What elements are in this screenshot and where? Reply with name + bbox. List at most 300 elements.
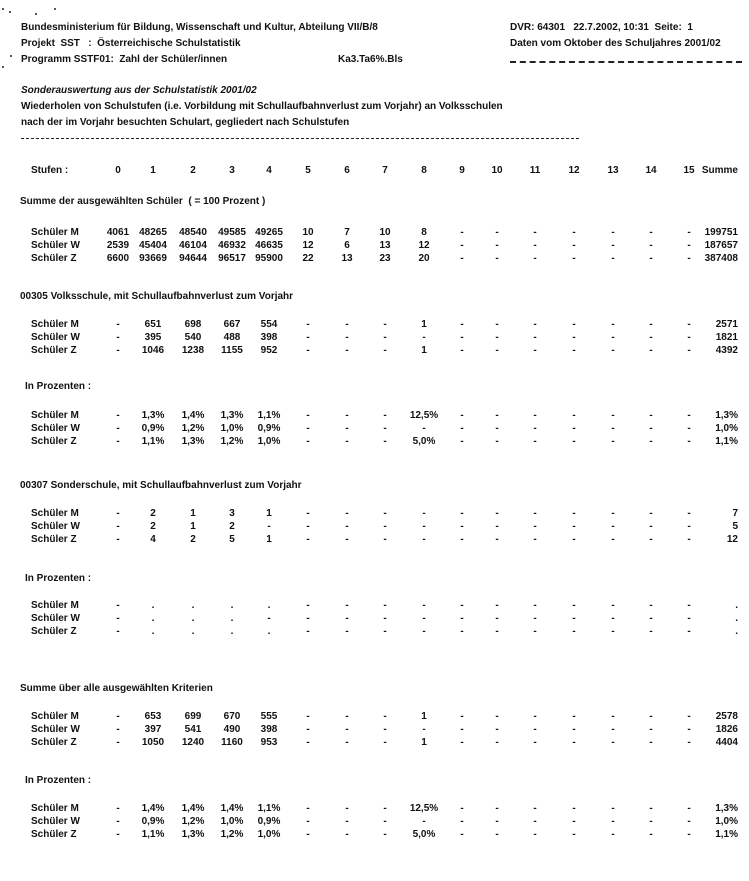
table-cell: - [383,423,387,434]
table-cell: - [611,816,615,827]
table-cell: - [306,829,310,840]
row-label: Schüler Z [31,436,77,447]
table-cell: - [306,521,310,532]
table-cell: 0,9% [141,423,165,434]
table-cell: 1,1% [141,829,165,840]
table-cell: - [495,253,499,264]
percent-label: In Prozenten : [25,573,92,584]
table-cell: - [687,332,691,343]
table-cell: 46104 [179,240,207,251]
table-cell: - [533,737,537,748]
table-cell: - [306,319,310,330]
table-cell: - [649,240,653,251]
table-row [0,319,749,332]
table-cell-sum: 12 [726,534,738,545]
section-title: 00305 Volksschule, mit Schullaufbahnverlust zum Vorjahr [20,291,294,302]
table-cell: . [230,613,234,624]
table-cell: 1,3% [181,436,205,447]
table-cell: - [533,521,537,532]
table-cell: - [533,613,537,624]
col-header: 9 [459,165,465,176]
table-cell: 46635 [255,240,283,251]
table-cell: 6 [344,240,350,251]
table-cell: 49265 [255,227,283,238]
table-cell: - [572,626,576,637]
table-cell: - [495,737,499,748]
col-header: 8 [421,165,427,176]
report-title: Sonderauswertung aus der Schulstatistik 2001/02 [21,85,257,96]
table-cell: - [687,816,691,827]
table-cell: - [345,332,349,343]
table-cell: - [345,816,349,827]
row-label: Schüler Z [31,829,77,840]
row-label: Schüler M [31,410,79,421]
table-cell: - [495,626,499,637]
table-cell-sum: 2571 [715,319,738,330]
table-cell: 1046 [141,345,165,356]
table-row [0,332,749,345]
col-header: 7 [382,165,388,176]
table-cell: - [306,345,310,356]
table-cell-sum: 1,1% [715,829,738,840]
table-cell: - [687,711,691,722]
row-label: Schüler Z [31,253,77,264]
table-row [0,534,749,547]
header-divider [510,61,742,63]
table-cell: 95900 [255,253,283,264]
header-project: Projekt SST : Österreichische Schulstatistik [21,38,241,49]
row-label: Schüler M [31,600,79,611]
table-cell: 10 [379,227,391,238]
header-file-name: Ka3.Ta6%.Bls [338,54,403,65]
row-label: Schüler W [31,423,80,434]
table-cell: 49585 [218,227,246,238]
table-cell: - [460,737,464,748]
table-cell: - [306,803,310,814]
table-cell: 653 [144,711,162,722]
table-cell: - [495,613,499,624]
table-row [0,253,749,266]
table-row [0,345,749,358]
table-cell: - [572,332,576,343]
table-row [0,600,749,613]
table-cell: - [495,803,499,814]
table-cell: - [345,534,349,545]
table-cell: - [460,410,464,421]
table-cell: - [345,423,349,434]
table-cell: 1,4% [181,410,205,421]
table-row [0,816,749,829]
table-cell: - [572,345,576,356]
table-cell: 12,5% [409,803,439,814]
table-cell: - [572,319,576,330]
table-row [0,829,749,842]
table-cell: - [611,410,615,421]
table-cell: - [306,737,310,748]
table-cell: 554 [260,319,278,330]
table-cell: 1,0% [220,423,244,434]
table-cell: - [495,829,499,840]
table-cell: - [611,253,615,264]
scan-speck [54,8,56,10]
col-header: 2 [190,165,196,176]
table-cell: - [383,319,387,330]
table-cell: 94644 [179,253,207,264]
table-cell: - [345,319,349,330]
table-cell: 1,3% [220,410,244,421]
table-cell: - [611,711,615,722]
table-cell: 1,1% [141,436,165,447]
table-cell: 667 [223,319,241,330]
table-cell: 540 [184,332,202,343]
header-dvr-date-page: DVR: 64301 22.7.2002, 10:31 Seite: 1 [510,22,693,33]
row-label: Schüler M [31,803,79,814]
table-cell: - [422,724,426,735]
col-header: 0 [115,165,121,176]
table-cell: . [230,626,234,637]
table-cell: 48540 [179,227,207,238]
table-cell: 23 [379,253,391,264]
table-cell: - [533,240,537,251]
table-row [0,724,749,737]
table-cell: 7 [344,227,350,238]
row-label: Schüler W [31,240,80,251]
table-cell: - [533,508,537,519]
table-cell: 395 [144,332,162,343]
table-cell: - [116,600,120,611]
table-cell-sum: 1,1% [715,436,738,447]
table-cell: - [116,711,120,722]
table-cell: 1,3% [181,829,205,840]
row-label: Schüler M [31,319,79,330]
table-cell: - [116,724,120,735]
table-cell: - [611,227,615,238]
table-cell: 5,0% [412,436,436,447]
table-cell: - [572,816,576,827]
section-title: 00307 Sonderschule, mit Schullaufbahnverlust zum Vorjahr [20,480,302,491]
table-cell: - [649,508,653,519]
table-cell: - [306,816,310,827]
row-label: Schüler Z [31,737,77,748]
table-cell: . [151,626,155,637]
table-cell: 0,9% [141,816,165,827]
table-row [0,803,749,816]
table-cell: - [533,534,537,545]
col-header: 5 [305,165,311,176]
table-cell: - [649,253,653,264]
col-header: 10 [491,165,503,176]
table-cell: - [460,345,464,356]
table-cell: - [572,829,576,840]
table-cell: 1,2% [220,829,244,840]
table-cell: - [422,423,426,434]
table-cell: 2 [150,508,156,519]
table-cell: 10 [302,227,314,238]
percent-label: In Prozenten : [25,381,92,392]
table-cell: - [611,600,615,611]
table-cell: 46932 [218,240,246,251]
table-cell: . [230,600,234,611]
table-cell: - [611,240,615,251]
table-cell: - [116,345,120,356]
table-cell: - [460,613,464,624]
row-label: Schüler M [31,227,79,238]
table-cell: - [687,240,691,251]
table-cell: - [116,332,120,343]
table-cell: - [649,332,653,343]
table-cell: - [116,613,120,624]
table-cell: - [611,345,615,356]
table-cell-sum: 1,0% [715,423,738,434]
row-label: Schüler M [31,508,79,519]
table-cell: - [687,600,691,611]
table-cell: - [495,227,499,238]
table-cell: . [191,626,195,637]
table-cell: - [345,724,349,735]
table-cell: - [116,534,120,545]
table-cell: 1,1% [257,803,281,814]
table-cell-sum: 387408 [704,253,738,264]
table-cell: 4061 [106,227,130,238]
table-cell: - [687,253,691,264]
table-cell: 1,4% [141,803,165,814]
table-cell: - [495,534,499,545]
table-cell: 12,5% [409,410,439,421]
table-cell: - [649,711,653,722]
table-cell: - [687,410,691,421]
table-cell: - [495,436,499,447]
table-cell: - [533,345,537,356]
table-row [0,227,749,240]
table-cell: 952 [260,345,278,356]
table-cell: - [611,436,615,447]
table-cell: - [611,319,615,330]
table-cell: 4 [150,534,156,545]
table-cell: . [191,613,195,624]
table-cell: 5,0% [412,829,436,840]
table-cell: - [460,711,464,722]
table-cell: - [306,332,310,343]
stufen-label: Stufen : [31,165,69,176]
col-header: 12 [568,165,580,176]
table-cell-sum: 4404 [715,737,738,748]
table-cell: - [306,711,310,722]
table-cell: 1 [190,521,196,532]
table-cell: - [460,508,464,519]
table-cell: - [460,319,464,330]
col-header: 13 [607,165,619,176]
table-cell: - [649,521,653,532]
table-cell: - [345,410,349,421]
table-cell: - [422,534,426,545]
col-header: 4 [266,165,272,176]
table-cell: 398 [260,724,278,735]
table-cell: 45404 [139,240,167,251]
table-cell: - [533,816,537,827]
table-cell: - [649,803,653,814]
scan-speck [2,66,4,68]
scan-speck [10,55,12,57]
table-cell: - [460,240,464,251]
table-cell: - [533,436,537,447]
table-cell: 698 [184,319,202,330]
table-cell: - [649,534,653,545]
scan-speck [9,11,11,13]
table-cell: - [267,613,271,624]
table-cell: - [116,436,120,447]
table-cell: - [572,711,576,722]
table-cell: - [572,724,576,735]
table-cell: - [116,816,120,827]
table-cell: - [383,711,387,722]
table-cell: - [495,724,499,735]
table-cell: - [572,508,576,519]
table-cell: - [687,613,691,624]
table-cell: - [460,724,464,735]
table-cell: 1 [190,508,196,519]
table-cell: - [572,227,576,238]
table-cell: 3 [229,508,235,519]
col-header: 15 [683,165,695,176]
table-cell-sum: 1,3% [715,410,738,421]
table-cell: - [383,829,387,840]
table-cell: - [460,436,464,447]
table-cell: . [267,600,271,611]
table-cell: - [611,803,615,814]
table-cell: - [422,521,426,532]
table-cell: - [383,803,387,814]
table-cell: - [533,423,537,434]
table-cell: - [533,227,537,238]
table-cell: - [649,319,653,330]
header-ministry: Bundesministerium für Bildung, Wissenschaft und Kultur, Abteilung VII/B/8 [21,22,378,33]
table-cell: - [306,508,310,519]
table-cell: - [345,613,349,624]
table-cell: - [687,436,691,447]
table-cell: - [687,829,691,840]
table-cell: - [533,410,537,421]
table-cell: - [383,737,387,748]
col-header: 11 [529,165,541,176]
table-cell: 13 [379,240,391,251]
table-cell: - [460,332,464,343]
table-cell: - [116,626,120,637]
table-cell: - [460,253,464,264]
column-header-row [0,165,749,178]
table-cell: - [611,508,615,519]
table-cell: - [422,816,426,827]
table-cell: 1,0% [220,816,244,827]
table-cell: - [345,829,349,840]
table-cell: - [383,521,387,532]
table-cell: - [345,521,349,532]
table-cell: 490 [223,724,241,735]
table-cell: - [495,521,499,532]
table-cell: - [533,829,537,840]
table-cell-sum: 1,3% [715,803,738,814]
scan-speck [2,8,4,10]
table-cell: . [191,600,195,611]
table-cell: - [572,613,576,624]
table-cell: - [495,423,499,434]
table-cell: 1238 [181,345,205,356]
table-cell: - [306,436,310,447]
table-cell: - [649,626,653,637]
table-cell: 1,4% [220,803,244,814]
table-cell: - [383,508,387,519]
table-cell-sum: 199751 [704,227,738,238]
table-cell: 398 [260,332,278,343]
table-cell: - [572,737,576,748]
table-cell-sum: 1821 [715,332,738,343]
table-cell: - [422,626,426,637]
report-subtitle-2: nach der im Vorjahr besuchten Schulart, gegliedert nach Schulstufen [21,117,350,128]
table-cell: 20 [418,253,430,264]
table-cell: - [687,508,691,519]
table-cell: - [533,724,537,735]
table-cell: 1,4% [181,803,205,814]
table-cell: - [611,626,615,637]
table-cell: - [687,737,691,748]
table-cell: - [533,253,537,264]
table-cell: - [383,816,387,827]
table-cell: - [422,613,426,624]
table-cell: - [495,410,499,421]
table-cell-sum: 2578 [715,711,738,722]
header-data-period: Daten vom Oktober des Schuljahres 2001/02 [510,38,721,49]
table-cell: - [116,829,120,840]
table-cell: 2 [150,521,156,532]
col-header: 6 [344,165,350,176]
table-cell: - [649,613,653,624]
table-cell: - [611,737,615,748]
table-cell: - [383,410,387,421]
table-cell: - [533,803,537,814]
table-cell: - [267,521,271,532]
table-cell: - [649,829,653,840]
table-cell-sum: 7 [732,508,738,519]
table-cell: 651 [144,319,162,330]
table-cell: - [460,534,464,545]
table-cell-sum: . [735,626,738,637]
table-cell: - [306,724,310,735]
table-cell: - [422,332,426,343]
table-cell: - [572,600,576,611]
table-row [0,436,749,449]
table-cell: - [383,436,387,447]
table-cell: - [649,737,653,748]
table-cell-sum: 5 [732,521,738,532]
table-cell: - [383,724,387,735]
table-row [0,521,749,534]
table-cell: - [345,711,349,722]
table-cell: 93669 [139,253,167,264]
table-cell: - [649,345,653,356]
table-cell: - [306,600,310,611]
table-cell: - [345,626,349,637]
table-cell: 2 [229,521,235,532]
table-cell: - [306,423,310,434]
table-cell: 953 [260,737,278,748]
col-header: 1 [150,165,156,176]
table-cell: - [460,816,464,827]
table-cell: - [495,508,499,519]
table-cell: 541 [184,724,202,735]
table-cell: - [116,508,120,519]
table-cell: - [495,319,499,330]
table-cell: - [687,227,691,238]
table-cell: 8 [421,227,427,238]
